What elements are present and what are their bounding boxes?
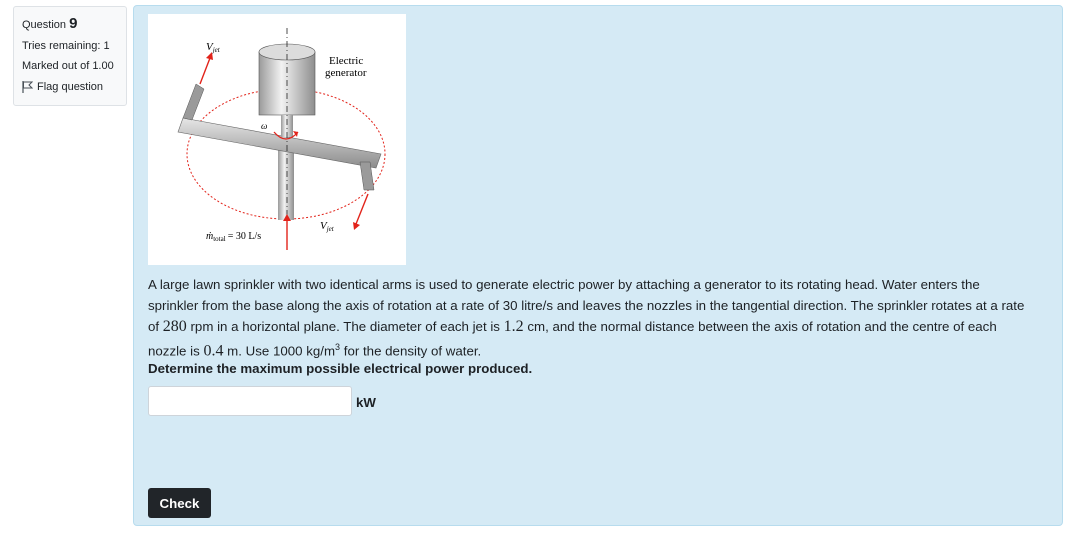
question-content: [133, 5, 1063, 526]
generator-label-1: Electric: [329, 55, 364, 67]
tries-remaining: Tries remaining: 1: [22, 40, 110, 52]
check-button[interactable]: Check: [148, 488, 211, 518]
flag-question-label: Flag question: [37, 81, 104, 93]
omega-label: ω: [261, 121, 268, 131]
answer-input[interactable]: [148, 386, 352, 416]
sprinkler-diagram: [148, 14, 406, 265]
mass-flow-label: ṁ$_{total}$ = 30 L/s: [206, 231, 262, 243]
flag-icon: [22, 81, 33, 93]
vertical-pipe: [278, 144, 294, 220]
jet-arrow-bottom: [356, 194, 368, 224]
jet-arrow-top: [200, 58, 210, 84]
generator-label-2: generator: [325, 67, 367, 79]
jet-diameter-value: 1.2: [503, 318, 524, 335]
nozzle-left: [183, 84, 204, 120]
vjet-top-label: Vjet: [206, 41, 220, 54]
sprinkler-figure: [148, 14, 406, 265]
marked-out-of: Marked out of 1.00: [22, 60, 114, 72]
rpm-value: 280: [162, 318, 187, 335]
question-info-panel: [13, 6, 127, 106]
question-text: A large lawn sprinkler with two identical arms is used to generate electric power by attaching a generator to its rotating head. Water enters the sprinkler from the base along the axis of rotation at a rate of 30 litre/s and leaves the nozzles in the tangential direction. The sprinkler rotates at a rate of 280 rpm in a horizontal plane. The diameter of each jet is 1.2 cm, and the normal distance between the axis of rotation and the centre of each nozzle is 0.4 m. Use 1000 $kg/m^3$ for the density of water.: [148, 277, 1025, 360]
question-prompt: Determine the maximum possible electrical power produced.: [148, 361, 533, 376]
vjet-bottom-label: Vjet: [320, 220, 334, 233]
flag-question-link[interactable]: [22, 81, 126, 93]
question-number: Question 9: [22, 15, 78, 32]
nozzle-distance-value: 0.4: [203, 342, 224, 360]
answer-unit: kW: [356, 395, 376, 410]
